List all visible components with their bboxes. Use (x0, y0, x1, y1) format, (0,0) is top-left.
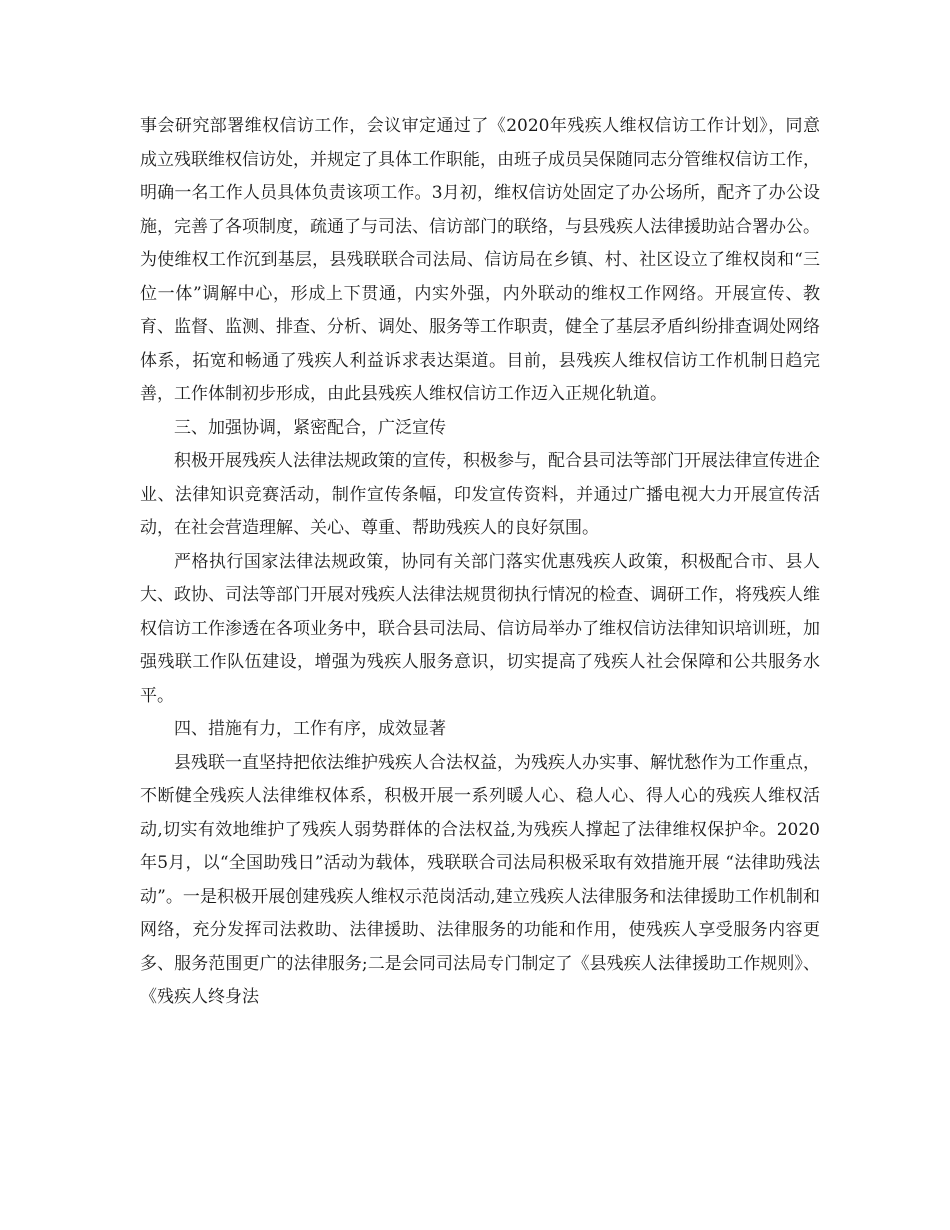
document-body (140, 110, 820, 1015)
paragraph-measures: 县残联一直坚持把依法维护残疾人合法权益，为残疾人办实事、解忧愁作为工作重点，不断健全残疾人法律维权体系，积极开展一系列暖人心、稳人心、得人心的残疾人维权活动,切实有效地维护了残疾人弱势群体的合法权益,为残疾人撑起了法律维权保护伞。2020年5月，以“全国助残日”活动为载体，残联联合司法局积极采取有效措施开展 “法律助残法动”。一是积极开展创建残疾人维权示范岗活动,建立残疾人法律服务和法律援助工作机制和网络，充分发挥司法救助、法律援助、法律服务的功能和作用，使残疾人享受服务内容更多、服务范围更广的法律服务;二是会同司法局专门制定了《县残疾人法律援助工作规则》、《残疾人终身法 (140, 752, 820, 1007)
paragraph-publicity: 积极开展残疾人法律法规政策的宣传，积极参与，配合县司法等部门开展法律宣传进企业、法律知识竞赛活动，制作宣传条幅，印发宣传资料，并通过广播电视大力开展宣传活动，在社会营造理解、关心、尊重、帮助残疾人的良好氛围。 (140, 451, 820, 538)
paragraph-continuation: 事会研究部署维权信访工作，会议审定通过了《2020年残疾人维权信访工作计划》，同意成立残联维权信访处，并规定了具体工作职能，由班子成员吴保随同志分管维权信访工作，明确一名工作人员具体负责该项工作。3月初，维权信访处固定了办公场所，配齐了办公设施，完善了各项制度，疏通了与司法、信访部门的联络，与县残疾人法律援助站合署办公。为使维权工作沉到基层，县残联联合司法局、信访局在乡镇、村、社区设立了维权岗和“三位一体”调解中心，形成上下贯通，内实外强，内外联动的维权工作网络。开展宣传、教育、监督、监测、排查、分析、调处、服务等工作职责，健全了基层矛盾纠纷排查调处网络体系，拓宽和畅通了残疾人利益诉求表达渠道。目前，县残疾人维权信访工作机制日趋完善，工作体制初步形成，由此县残疾人维权信访工作迈入正规化轨道。 (140, 116, 820, 404)
section-heading-four: 四、措施有力，工作有序，成效显著 (174, 719, 446, 739)
paragraph-enforcement: 严格执行国家法律法规政策，协同有关部门落实优惠残疾人政策，积极配合市、县人大、政协、司法等部门开展对残疾人法律法规贯彻执行情况的检查、调研工作，将残疾人维权信访工作渗透在各项业务中，联合县司法局、信访局举办了维权信访法律知识培训班，加强残联工作队伍建设，增强为残疾人服务意识，切实提高了残疾人社会保障和公共服务水平。 (140, 551, 820, 706)
section-heading-three: 三、加强协调，紧密配合，广泛宣传 (174, 417, 446, 438)
